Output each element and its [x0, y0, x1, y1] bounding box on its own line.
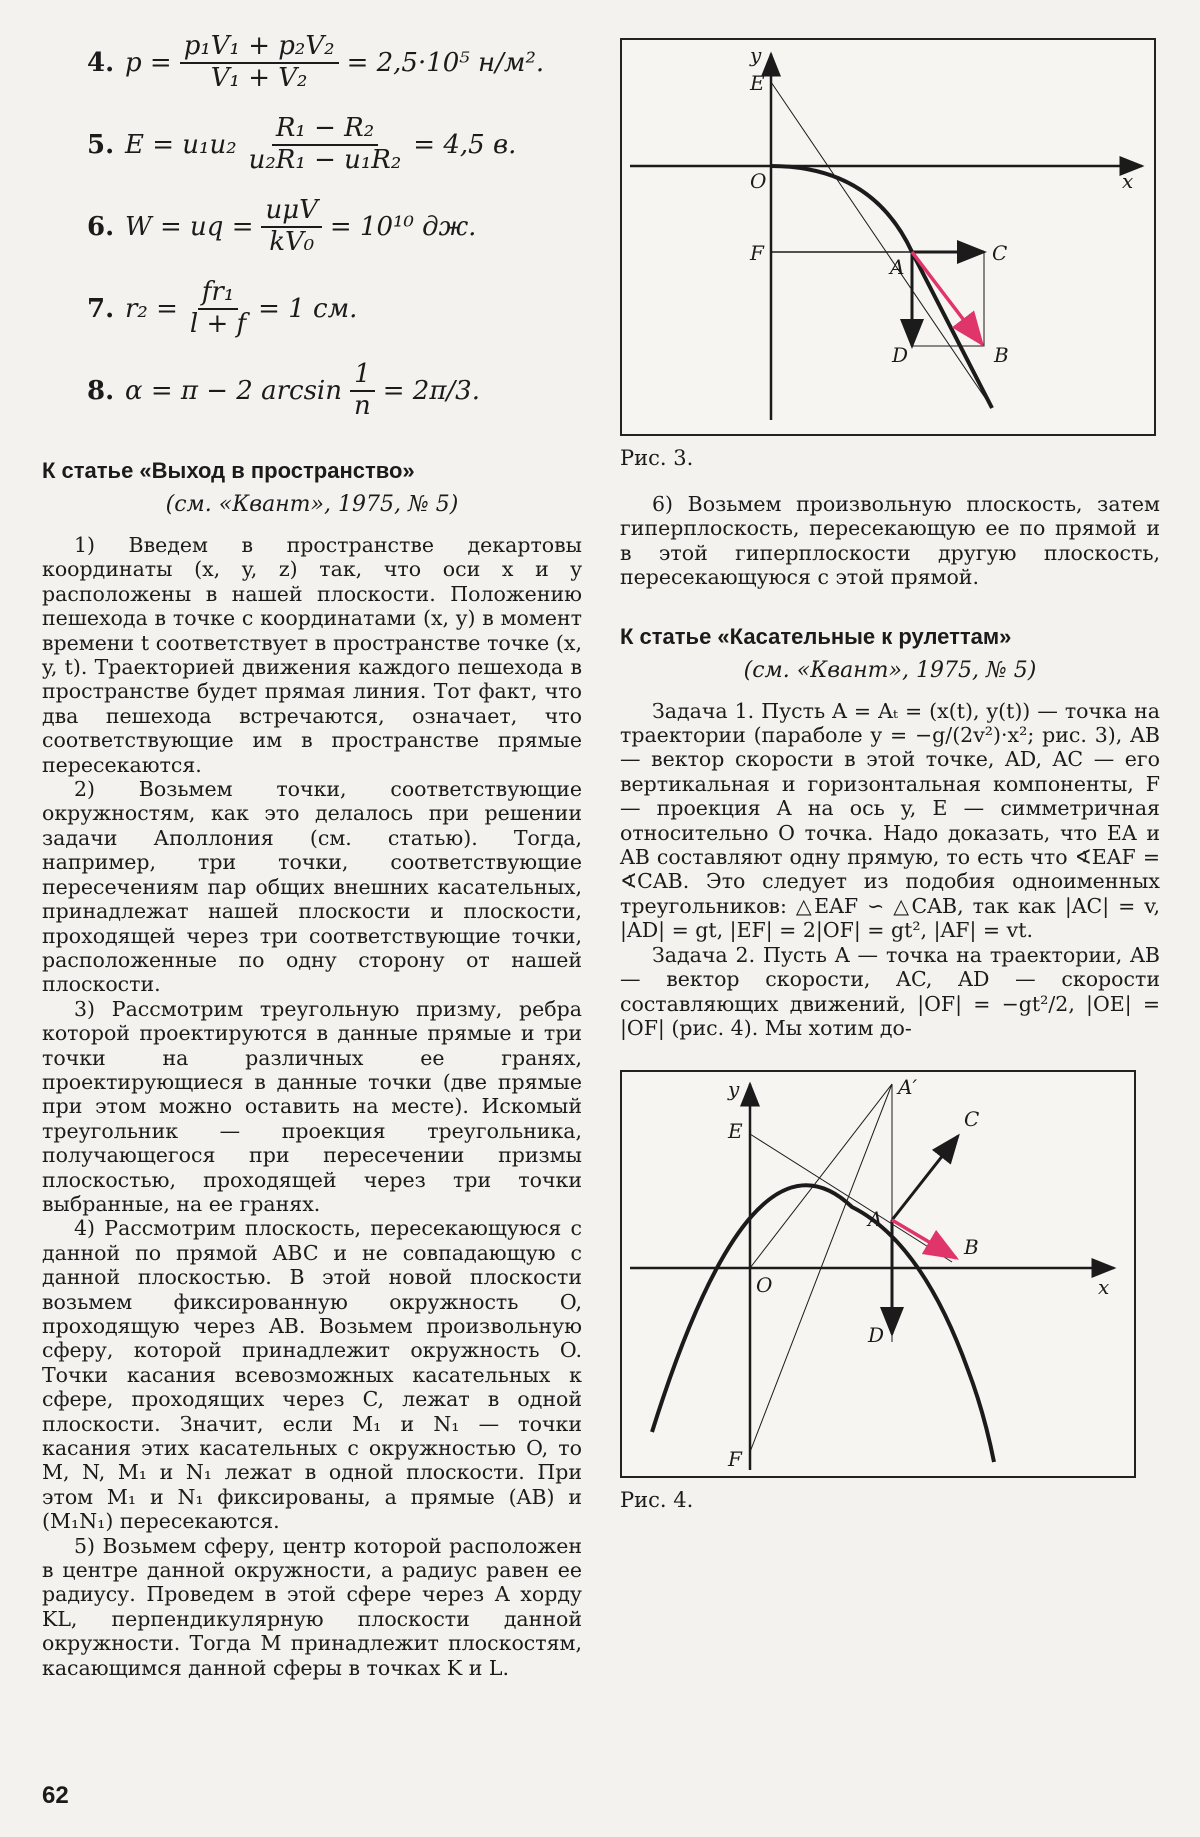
label-O: O [756, 1273, 773, 1298]
paragraph: 5) Возьмем сферу, центр которой расположен в центре данной окружности, а радиус равен ее радиусу. Проведем в этой сфере через A хорду KL, перпендикулярную плоскости данной окружности. Тогда M принадлежит плоскостям, касающимся данной сферы в точках K и L. [42, 1533, 582, 1680]
label-C: C [992, 241, 1008, 265]
label-x: x [1122, 169, 1134, 193]
answer-rhs: = 4,5 в. [413, 130, 517, 160]
label-F: F [728, 1447, 742, 1472]
answer-lhs: W = uq = [125, 212, 254, 242]
figure-3 [620, 38, 1156, 436]
answer-lhs: p = [125, 48, 172, 78]
paragraph: 2) Возьмем точки, соответствующие окружностям, как это делалось при решении задачи Аполлония (см. статью). Тогда, например, три точки, соответствующие пересечениям пар общих внешних касательных, принадлежат нашей плоскости и плоскости, проходящей через три соответствующие точки, расположенные по одну сторону от нашей плоскости. [42, 777, 582, 997]
answer-item: 4. p = $\frac{\text{p₁V₁ + p₂V₂}}{\text{V₁ + V₂}}$ = 2,5·10⁵ н/м². [87, 31, 545, 93]
line-O-A-prime [750, 1084, 892, 1268]
figure-3-diagram [622, 40, 1154, 434]
answers-list [42, 22, 582, 432]
label-D: D [868, 1323, 885, 1348]
line-E-B [750, 1134, 952, 1262]
paragraph: Задача 2. Пусть A — точка на траектории, AB — вектор скорости, AC, AD — скорости составляющих движений, |OF| = −gt²/2, |OE| = |OF| (рис. 4). Мы хотим до- [620, 942, 1160, 1040]
section-citation: (см. «Квант», 1975, № 5) [165, 492, 459, 517]
figure-4 [620, 1070, 1136, 1478]
paragraph: 3) Рассмотрим треугольную призму, ребра которой проектируются в данные прямые и три точки на различных ее гранях, проектирующиеся в данные точки (две прямые при этом можно оставить на месте). Искомый треугольник — проекция треугольника, получающегося при пересечении призмы плоскостью, проходящей через три точки выбранные, на ее гранях. [42, 996, 582, 1216]
left-column [42, 22, 582, 1680]
label-x: x [1098, 1275, 1110, 1300]
label-E: E [728, 1119, 743, 1144]
label-A: A [890, 255, 905, 279]
answer-fraction: $\frac{\text{uμV}}{\text{kV₀}}$ [261, 196, 321, 258]
vector-AB-red [912, 252, 982, 344]
answer-rhs: = 2,5·10⁵ н/м². [346, 48, 545, 78]
answer-rhs: = 2π/3. [382, 376, 480, 406]
answer-fraction: $\frac{\text{p₁V₁ + p₂V₂}}{\text{V₁ + V₂}}$ [180, 32, 339, 94]
label-C: C [964, 1107, 980, 1132]
label-B: B [964, 1235, 979, 1260]
answer-fraction: $\frac{\text{fr₁}}{l + f}$ [189, 277, 247, 339]
figure-4-caption: Рис. 4. [620, 1488, 694, 1513]
answer-item: 5. E = u₁u₂ $\frac{\text{R₁ − R₂}}{\text{u₂R₁ − u₁R₂}}$ = 4,5 в. [87, 113, 517, 175]
section-title: К статье «Касательные к рулеттам» [620, 623, 1012, 649]
parabola-curve [771, 166, 992, 408]
figure-3-caption: Рис. 3. [620, 446, 694, 470]
answer-item: 8. α = π − 2 arcsin $\frac{1}{n}$ = 2π/3. [87, 359, 480, 421]
answer-lhs: α = π − 2 arcsin [125, 376, 342, 406]
label-O: O [750, 169, 767, 193]
answer-fraction: $\frac{\text{R₁ − R₂}}{\text{u₂R₁ − u₁R₂}}$ [248, 113, 402, 175]
answer-rhs: = 10¹⁰ дж. [329, 212, 477, 242]
paragraph: 4) Рассмотрим плоскость, пересекающуюся с данной по прямой ABC и не совпадающую с данной плоскостью. В этой новой плоскости возьмем фиксированную окружность O, проходящую через AB. Возьмем произвольную сферу, которой принадлежит окружность O. Точки касания всевозможных касательных к сфере, проходящих через C, лежат в одной плоскости. Значит, если M₁ и N₁ — точки касания этих касательных с окружностью O, то M, N, M₁ и N₁ лежат в одной плоскости. При этом M₁ и N₁ фиксированы, а прямые (AB) и (M₁N₁) пересекаются. [42, 1216, 582, 1534]
answer-lhs: r₂ = [125, 294, 178, 324]
answer-item: 6. W = uq = $\frac{\text{uμV}}{\text{kV₀}}$ = 10¹⁰ дж. [87, 195, 477, 257]
answer-item: 7. r₂ = $\frac{\text{fr₁}}{l + f}$ = 1 см. [87, 277, 358, 339]
label-y: y [750, 43, 762, 67]
parabola-curve [652, 1186, 994, 1463]
section-title: К статье «Выход в пространство» [42, 458, 415, 483]
vector-AC [892, 1136, 958, 1220]
answer-lhs: E = u₁u₂ [125, 130, 237, 160]
tangent-line-EB [771, 82, 992, 408]
label-y: y [728, 1077, 740, 1102]
label-A-prime: A′ [898, 1075, 917, 1100]
paragraph: 1) Введем в пространстве декартовы координаты (x, y, z) так, что оси x и y расположены в нашей плоскости. Положению пешехода в точке с координатами (x, y) в момент времени t соответствует в пространстве точке (x, y, t). Траекторией движения каждого пешехода в пространстве будет прямая линия. Тот факт, что два пешехода встречаются, означает, что соответствующие им в пространстве прямые пересекаются. [42, 533, 582, 777]
paragraph: 6) Возьмем произвольную плоскость, затем гиперплоскость, пересекающую ее по прямой и в этой гиперплоскости другую плоскость, пересекающуюся с этой прямой. [620, 492, 1160, 590]
answer-rhs: = 1 см. [258, 294, 358, 324]
label-D: D [892, 343, 909, 367]
right-column [620, 22, 1160, 1512]
figure-4-diagram [622, 1072, 1134, 1476]
label-A: A [868, 1207, 883, 1232]
section-citation: (см. «Квант», 1975, № 5) [743, 657, 1037, 683]
answer-fraction: $\frac{1}{n}$ [350, 360, 375, 422]
page-number: 62 [42, 1782, 69, 1809]
label-E: E [750, 71, 765, 95]
label-F: F [750, 241, 764, 265]
label-B: B [994, 343, 1009, 367]
vector-AB-red [892, 1220, 956, 1258]
paragraph: Задача 1. Пусть A = Aₜ = (x(t), y(t)) — точка на траектории (параболе y = −g/(2v²)·x²; рис. 3), AB — вектор скорости в этой точке, AD, AC — его вертикальная и горизонтальная компоненты, F — проекция A на ось y, E — симметричная относительно O точка. Надо доказать, что EA и AB составляют одну прямую, то есть что ∢EAF = ∢CAB. Это следует из подобия одноименных треугольников: △EAF ∽ △CAB, так как |AC| = v, |AD| = gt, |EF| = 2|OF| = gt², |AF| = vt. [620, 698, 1160, 943]
